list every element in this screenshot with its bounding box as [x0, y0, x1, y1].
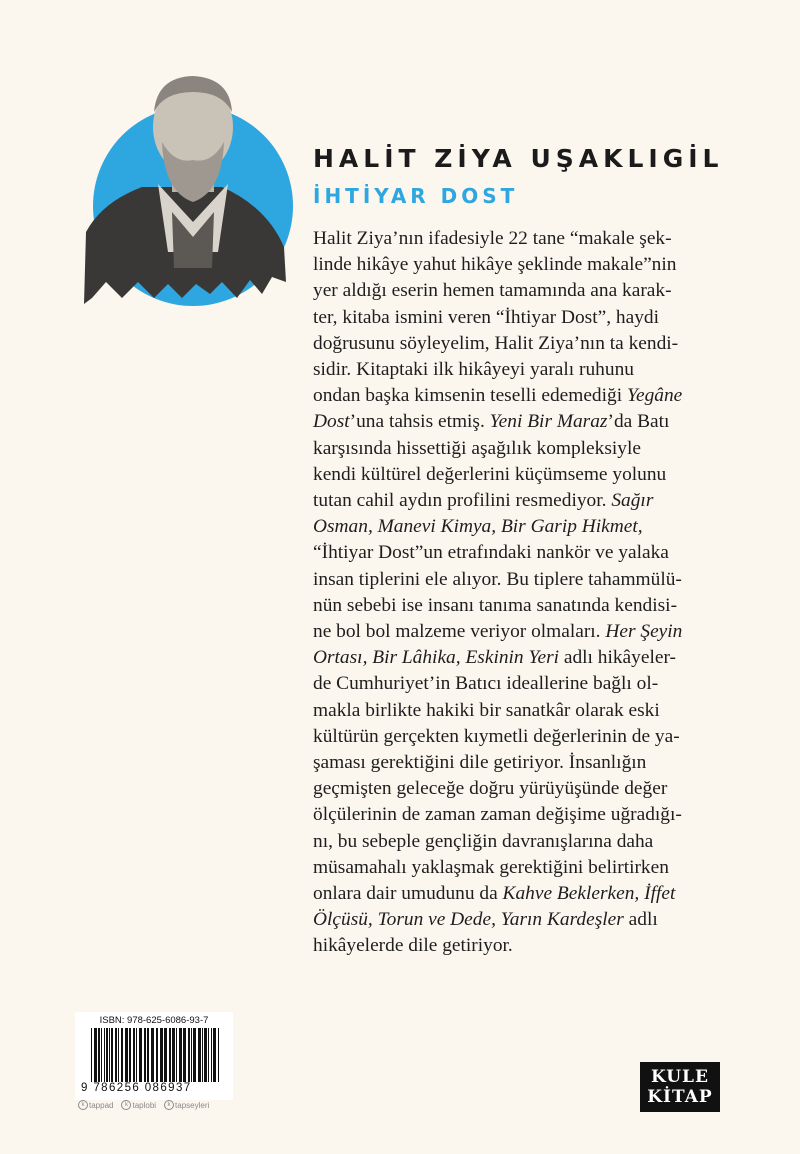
store-logo-tapseyleri: k tapseyleri — [164, 1100, 209, 1110]
blurb-text-run: şaması gerektiğini dile getiriyor. İnsanlığın — [313, 752, 647, 774]
blurb-text-run: doğrusunu söyleyelim, Halit Ziya’nın ta kendi- — [313, 332, 679, 354]
barcode-bar — [129, 1028, 131, 1082]
barcode-bar — [169, 1028, 171, 1082]
blurb-text-run: linde hikâye yahut hikâye şeklinde makale”nin — [313, 254, 677, 276]
barcode-bar — [94, 1028, 97, 1082]
blurb-line — [313, 278, 753, 304]
barcode-bar — [176, 1028, 177, 1082]
blurb-text-run: Halit Ziya’nın ifadesiyle 22 tane “makale şek- — [313, 228, 672, 249]
barcode-bar — [188, 1028, 190, 1082]
blurb-text-run: ne bol bol malzeme veriyor olmaları. — [313, 621, 606, 643]
author-portrait — [72, 72, 294, 306]
book-title: İHTİYAR DOST — [313, 184, 519, 208]
blurb-text-run: adlı — [623, 909, 658, 931]
blurb-line — [313, 409, 753, 435]
barcode-bar — [191, 1028, 192, 1082]
publisher-logo-line1: KULE — [651, 1067, 709, 1087]
barcode-bar — [204, 1028, 207, 1082]
blurb-text-run: kültürün gerçekten kıymetli değerlerinin de ya- — [313, 725, 680, 747]
barcode-bar — [133, 1028, 135, 1082]
blurb-line — [313, 383, 753, 409]
blurb-line — [313, 436, 753, 462]
blurb-text-run: sidir. Kitaptaki ilk hikâyeyi yaralı ruhunu — [313, 359, 634, 381]
blurb-italic-run: Osman, Manevi Kimya, Bir Garip Hikmet, — [313, 516, 643, 538]
blurb-text-run: onlara dair umudunu da — [313, 883, 503, 905]
blurb-line — [313, 881, 753, 907]
blurb-text-run: nı, bu sebeple gençliğin davranışlarına daha — [313, 830, 654, 852]
barcode-bars — [91, 1028, 221, 1082]
barcode-bar — [208, 1028, 209, 1082]
isbn-digits: 9 786256 086937 — [81, 1082, 192, 1094]
barcode-bar — [164, 1028, 167, 1082]
barcode-bar — [104, 1028, 105, 1082]
publisher-logo — [640, 1062, 720, 1112]
blurb-italic-run: Yegâne — [626, 385, 683, 407]
blurb-italic-run: Dost — [313, 411, 350, 433]
blurb-line — [313, 750, 753, 776]
barcode-bar — [202, 1028, 203, 1082]
barcode-bar — [144, 1028, 146, 1082]
blurb-line — [313, 357, 753, 383]
barcode-bar — [109, 1028, 110, 1082]
blurb-text-run: hikâyelerde dile getiriyor. — [313, 935, 513, 957]
barcode-bar — [139, 1028, 142, 1082]
barcode-bar — [156, 1028, 158, 1082]
blurb-text-run: kendi kültürel değerlerini küçümseme yolunu — [313, 463, 667, 485]
barcode-bar — [91, 1028, 92, 1082]
blurb-line — [313, 855, 753, 881]
store-k-icon: k — [78, 1100, 88, 1110]
barcode-bar — [151, 1028, 154, 1082]
blurb-line — [313, 829, 753, 855]
blurb-text-run: makla birlikte hakiki bir sanatkâr olarak eski — [313, 699, 660, 721]
blurb-italic-run: Her Şeyin — [605, 621, 683, 643]
blurb-text-run: tutan cahil aydın profilini resmediyor. — [313, 490, 612, 512]
barcode-bar — [136, 1028, 137, 1082]
barcode-bar — [118, 1028, 119, 1082]
barcode-bar — [106, 1028, 108, 1082]
blurb-text-run: ölçülerinin de zaman zaman değişime uğradığı- — [313, 804, 682, 826]
barcode-bar — [115, 1028, 117, 1082]
barcode-bar — [125, 1028, 128, 1082]
blurb-line — [313, 331, 753, 357]
blurb-text-run: insan tiplerini ele alıyor. Bu tiplere tahammülü- — [313, 568, 682, 590]
barcode-bar — [183, 1028, 186, 1082]
blurb-text-run: “İhtiyar Dost”un etrafındaki nankör ve yalaka — [313, 542, 669, 564]
barcode-bar — [101, 1028, 102, 1082]
blurb-line — [313, 671, 753, 697]
blurb-text-run: karşısında hissettiği aşağılık kompleksiyle — [313, 437, 641, 459]
store-k-icon: k — [164, 1100, 174, 1110]
blurb-line — [313, 645, 753, 671]
isbn-label: ISBN: 978-625-6086-93-7 — [99, 1015, 209, 1026]
barcode-bar — [160, 1028, 163, 1082]
barcode-bar — [193, 1028, 196, 1082]
blurb-text-run: müsamahalı yaklaşmak gerektiğini belirtirken — [313, 856, 669, 878]
blurb-line — [313, 514, 753, 540]
blurb-line — [313, 593, 753, 619]
store-k-icon: k — [121, 1100, 131, 1110]
blurb-line — [313, 252, 753, 278]
author-name: HALİT ZİYA UŞAKLIGİL — [313, 144, 724, 173]
blurb-italic-run: Sağır — [611, 490, 654, 512]
blurb-line — [313, 567, 753, 593]
blurb-line — [313, 305, 753, 331]
blurb-line — [313, 907, 753, 933]
blurb-text-run: ter, kitaba ismini veren “İhtiyar Dost”, haydi — [313, 306, 659, 328]
barcode-bar — [147, 1028, 149, 1082]
barcode-bar — [172, 1028, 175, 1082]
blurb-text-run: ’una tahsis etmiş. — [349, 411, 490, 433]
blurb-line — [313, 540, 753, 566]
blurb-text-run: yer aldığı eserin hemen tamamında ana karak- — [313, 280, 672, 302]
blurb-italic-run: Ortası, Bir Lâhika, Eskinin Yeri — [313, 647, 559, 669]
blurb-line — [313, 802, 753, 828]
barcode-bar — [179, 1028, 182, 1082]
store-logos — [78, 1097, 248, 1113]
blurb-line — [313, 698, 753, 724]
blurb-line — [313, 226, 753, 252]
barcode-bar — [111, 1028, 113, 1082]
barcode-bar — [98, 1028, 100, 1082]
barcode-bar — [218, 1028, 219, 1082]
barcode-bar — [213, 1028, 216, 1082]
back-cover-blurb — [313, 226, 753, 960]
blurb-line — [313, 724, 753, 750]
blurb-text-run: adlı hikâyeler- — [559, 647, 676, 669]
blurb-line — [313, 462, 753, 488]
blurb-line — [313, 776, 753, 802]
store-logo-taplobi: k taplobi — [121, 1100, 156, 1110]
barcode-bar — [211, 1028, 212, 1082]
barcode-bar — [121, 1028, 123, 1082]
blurb-line — [313, 488, 753, 514]
blurb-text-run: de Cumhuriyet’in Batıcı ideallerine bağlı ol- — [313, 673, 659, 695]
barcode-box — [75, 1012, 233, 1100]
store-logo-tappad: k tappad — [78, 1100, 113, 1110]
blurb-text-run: nün sebebi ise insanı tanıma sanatında kendisi- — [313, 594, 678, 616]
blurb-text-run: ondan başka kimsenin teselli edemediği — [313, 385, 627, 407]
blurb-italic-run: Ölçüsü, Torun ve Dede, Yarın Kardeşler — [313, 909, 624, 931]
blurb-italic-run: Yeni Bir Maraz — [489, 411, 608, 433]
blurb-text-run: geçmişten geleceğe doğru yürüyüşünde değer — [313, 778, 668, 800]
blurb-line — [313, 933, 753, 959]
blurb-text-run: ’da Batı — [607, 411, 670, 433]
blurb-line — [313, 619, 753, 645]
publisher-logo-line2: KİTAP — [647, 1087, 713, 1107]
blurb-italic-run: Kahve Beklerken, İffet — [502, 883, 676, 905]
barcode-bar — [198, 1028, 201, 1082]
